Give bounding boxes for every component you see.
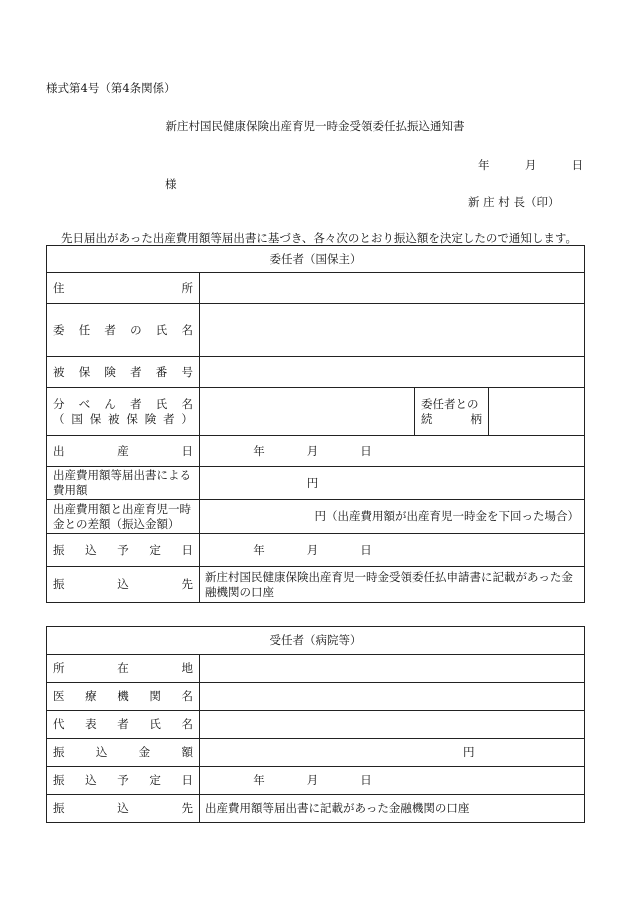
issue-date-month: 月 xyxy=(524,158,537,172)
issue-date-day: 日 xyxy=(571,158,584,172)
transfer-date-field[interactable]: 年 月 日 xyxy=(200,534,585,567)
agent-header: 受任者（病院等） xyxy=(47,627,585,655)
cost-label: 出産費用額等届出書による費用額 xyxy=(47,467,200,500)
relation-field[interactable] xyxy=(489,388,585,436)
insured-number-field[interactable] xyxy=(200,357,585,388)
issue-date-year: 年 xyxy=(478,158,490,172)
transfer-date-label: 振 込 予 定 日 xyxy=(47,534,200,567)
institution-field[interactable] xyxy=(200,683,585,711)
representative-field[interactable] xyxy=(200,711,585,739)
diff-field[interactable]: 円（出産費用額が出産育児一時金を下回った場合） xyxy=(200,500,585,534)
agent-transfer-dest-label: 振 込 先 xyxy=(47,795,200,823)
agent-transfer-date-label: 振 込 予 定 日 xyxy=(47,767,200,795)
birthdate-label: 出 産 日 xyxy=(47,436,200,467)
delivered-name-field[interactable] xyxy=(200,388,415,436)
intro-text: 先日届出があった出産費用額等届出書に基づき、各々次のとおり振込額を決定したので通知します。 xyxy=(61,231,577,245)
insured-number-label: 被 保 険 者 番 号 xyxy=(47,357,200,388)
principal-table xyxy=(46,245,585,603)
transfer-dest-field: 新庄村国民健康保険出産育児一時金受領委任払申請書に記載があった金融機関の口座 xyxy=(200,567,585,603)
location-field[interactable] xyxy=(200,655,585,683)
issue-date xyxy=(478,157,583,173)
birthdate-field[interactable]: 年 月 日 xyxy=(200,436,585,467)
representative-label: 代 表 者 氏 名 xyxy=(47,711,200,739)
principal-name-field[interactable] xyxy=(200,304,585,357)
address-label: 住 所 xyxy=(47,273,200,304)
issuer: 新 庄 村 長（印） xyxy=(468,195,560,209)
relation-label: 委任者との 続 柄 xyxy=(415,388,489,436)
transfer-dest-label: 振 込 先 xyxy=(47,567,200,603)
agent-transfer-date-field[interactable]: 年 月 日 xyxy=(200,767,585,795)
principal-name-label: 委 任 者 の 氏 名 xyxy=(47,304,200,357)
principal-header: 委任者（国保主） xyxy=(47,246,585,273)
diff-label: 出産費用額と出産育児一時金との差額（振込金額） xyxy=(47,500,200,534)
agent-table xyxy=(46,626,585,823)
document-title: 新庄村国民健康保険出産育児一時金受領委任払振込通知書 xyxy=(165,119,465,133)
institution-label: 医 療 機 関 名 xyxy=(47,683,200,711)
recipient-suffix: 様 xyxy=(165,177,177,191)
address-field[interactable] xyxy=(200,273,585,304)
amount-label: 振 込 金 額 xyxy=(47,739,200,767)
amount-field[interactable]: 円 xyxy=(200,739,585,767)
form-number: 様式第4号（第4条関係） xyxy=(46,81,176,95)
delivered-name-label: 分 べ ん 者 氏 名 （ 国 保 被 保 険 者 ） xyxy=(47,388,200,436)
cost-field[interactable]: 円 xyxy=(200,467,585,500)
agent-transfer-dest-field: 出産費用額等届出書に記載があった金融機関の口座 xyxy=(200,795,585,823)
location-label: 所 在 地 xyxy=(47,655,200,683)
